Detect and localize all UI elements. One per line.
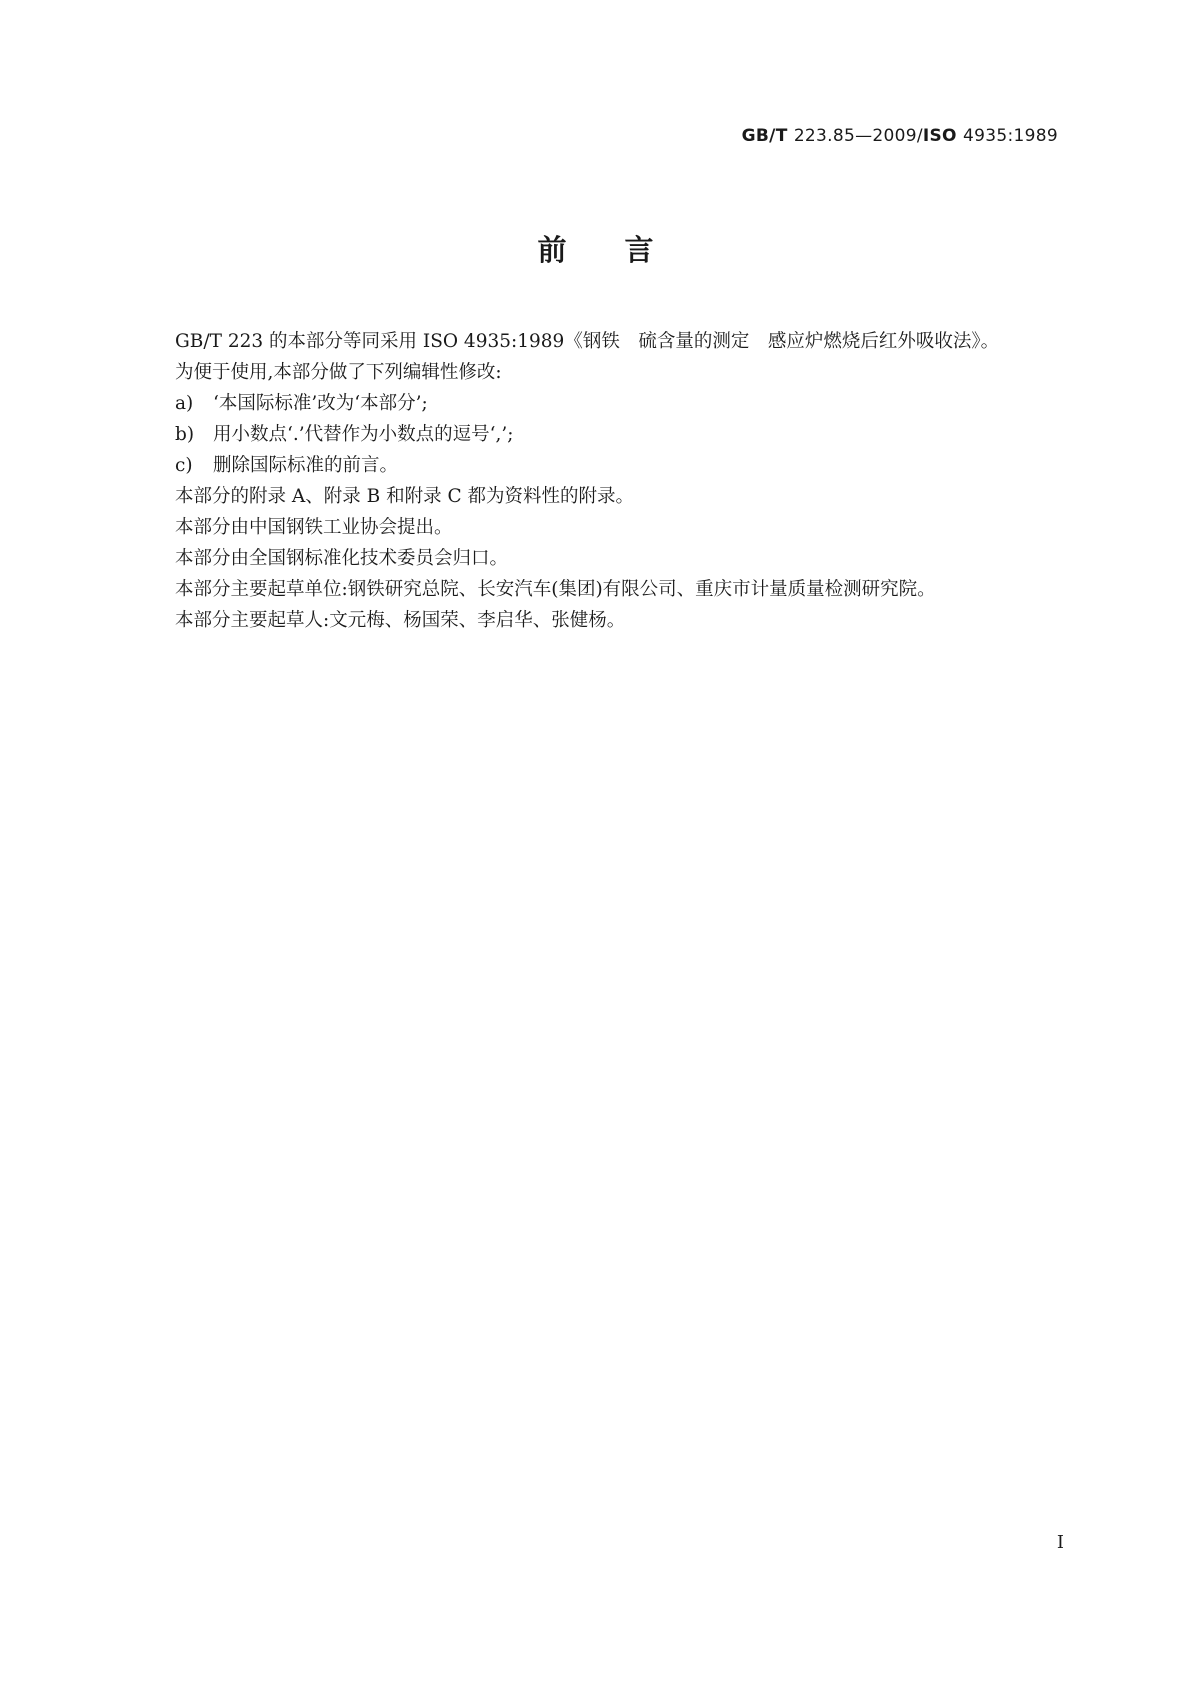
paragraph-drafting-units: 本部分主要起草单位:钢铁研究总院、长安汽车(集团)有限公司、重庆市计量质量检测研究院。 <box>175 579 936 600</box>
page-number: I <box>1056 1532 1064 1553</box>
header-code-number: 223.85—2009/ <box>793 126 923 146</box>
header-iso-label: ISO <box>922 126 957 146</box>
foreword-body <box>175 326 1075 636</box>
page-title: 前言 <box>537 233 712 267</box>
paragraph-edits-intro: 为便于使用,本部分做了下列编辑性修改: <box>175 362 502 383</box>
list-item <box>175 388 1075 419</box>
paragraph-committee: 本部分由全国钢标准化技术委员会归口。 <box>175 548 509 569</box>
list-marker: b) <box>175 424 195 445</box>
paragraph-annexes: 本部分的附录 A、附录 B 和附录 C 都为资料性的附录。 <box>175 486 635 507</box>
paragraph-drafters: 本部分主要起草人:文元梅、杨国荣、李启华、张健杨。 <box>175 610 626 631</box>
paragraph-adoption: GB/T 223 的本部分等同采用 ISO 4935:1989《钢铁 硫含量的测定 感应炉燃烧后红外吸收法》。 <box>175 331 1000 352</box>
paragraph-proposer: 本部分由中国钢铁工业协会提出。 <box>175 517 453 538</box>
header-iso-number: 4935:1989 <box>963 126 1058 146</box>
list-item <box>175 419 1075 450</box>
header-code-prefix: GB/T <box>741 126 788 146</box>
list-item-text: 用小数点‘.’代替作为小数点的逗号‘,’; <box>213 424 514 445</box>
list-item-text: ‘本国际标准’改为‘本部分’; <box>213 393 428 414</box>
list-item-text: 删除国际标准的前言。 <box>213 455 399 476</box>
list-marker: c) <box>175 455 193 476</box>
list-marker: a) <box>175 393 194 414</box>
list-item <box>175 450 1075 481</box>
standard-code-header <box>742 126 1058 146</box>
